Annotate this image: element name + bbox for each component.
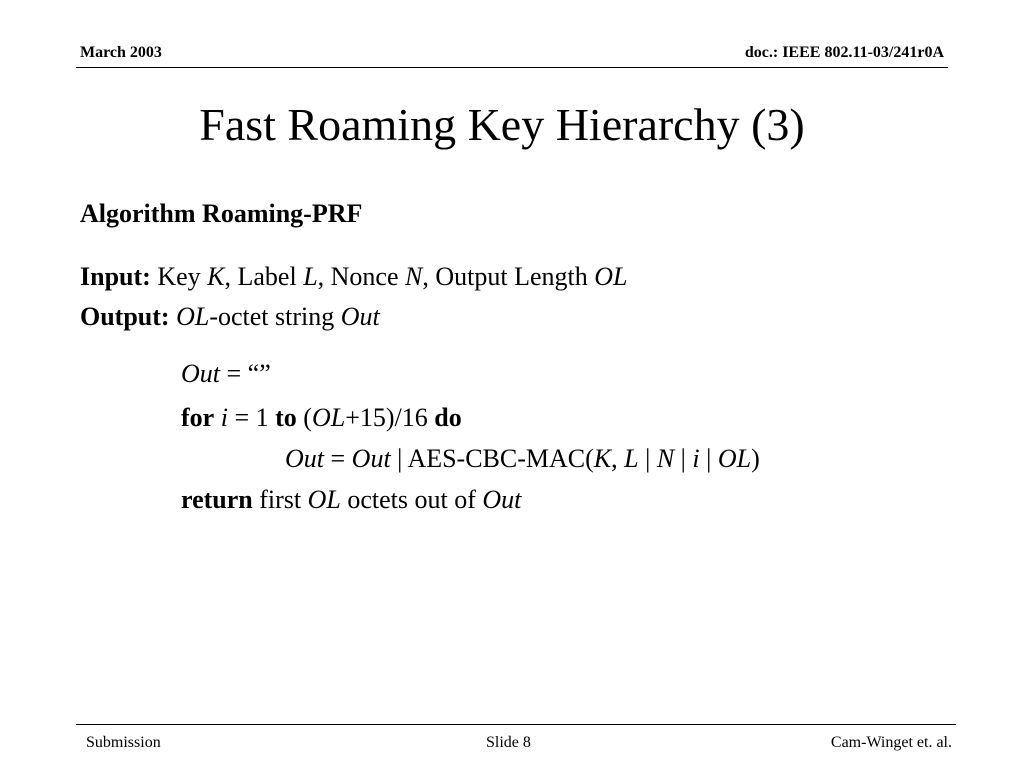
input-key-var: K <box>207 262 225 291</box>
code-body-out2: Out <box>351 444 391 473</box>
input-nonce-text: , Nonce <box>317 262 406 291</box>
code-body-out1: Out <box>285 444 324 473</box>
algorithm-heading: Algorithm Roaming-PRF <box>80 199 363 228</box>
code-return-text1: first <box>252 485 308 514</box>
code-return-text2: octets out of <box>340 485 483 514</box>
code-body-i: i <box>692 444 700 473</box>
code-body-l: L <box>624 444 639 473</box>
code-return-keyword: return <box>181 485 253 514</box>
input-outlen-text: , Output Length <box>422 262 595 291</box>
code-for-paren: ( <box>296 403 312 432</box>
code-for-keyword: for <box>181 403 215 432</box>
footer-rule <box>76 724 956 725</box>
header-doc-id: doc.: IEEE 802.11-03/241r0A <box>744 44 944 61</box>
code-out-var: Out <box>181 359 220 388</box>
code-for-ol: OL <box>311 403 346 432</box>
code-body-k: K <box>593 444 612 473</box>
slide-title: Fast Roaming Key Hierarchy (3) <box>199 99 805 150</box>
code-for-rest: +15)/16 <box>345 403 435 432</box>
output-ol-var: OL <box>176 302 210 331</box>
code-body-comma: , <box>611 444 625 473</box>
code-body-sep2: | <box>674 444 693 473</box>
output-line <box>80 302 380 332</box>
input-nonce-var: N <box>405 262 423 291</box>
code-line-for <box>181 403 462 433</box>
code-body-mac: | AES-CBC-MAC( <box>390 444 594 473</box>
code-do-keyword: do <box>434 403 462 432</box>
code-line-return <box>181 485 521 515</box>
input-key-text: Key <box>150 262 208 291</box>
code-line-init <box>181 359 271 389</box>
input-label-text: , Label <box>224 262 304 291</box>
output-octet-text: -octet string <box>209 302 341 331</box>
code-line-body <box>285 444 760 474</box>
code-return-out: Out <box>482 485 522 514</box>
input-label-var: L <box>303 262 318 291</box>
code-body-sep1: | <box>638 444 657 473</box>
output-out-var: Out <box>340 302 380 331</box>
code-body-ol: OL <box>717 444 752 473</box>
code-body-close: ) <box>751 444 760 473</box>
header-rule <box>76 67 948 68</box>
code-body-n: N <box>656 444 675 473</box>
code-body-sep3: | <box>699 444 718 473</box>
code-for-i: i <box>220 403 228 432</box>
footer-submission: Submission <box>86 734 161 751</box>
code-init-rest: = “” <box>220 359 271 388</box>
output-label: Output: <box>80 302 170 331</box>
input-outlen-var: OL <box>594 262 628 291</box>
code-body-eq: = <box>324 444 352 473</box>
footer-slide-number: Slide 8 <box>486 734 531 751</box>
code-for-eq: = 1 <box>227 403 276 432</box>
input-label: Input: <box>80 262 151 291</box>
input-line <box>80 262 627 292</box>
header-date: March 2003 <box>80 44 162 61</box>
code-return-ol: OL <box>307 485 341 514</box>
footer-authors: Cam-Winget et. al. <box>830 734 952 751</box>
code-to-keyword: to <box>275 403 297 432</box>
